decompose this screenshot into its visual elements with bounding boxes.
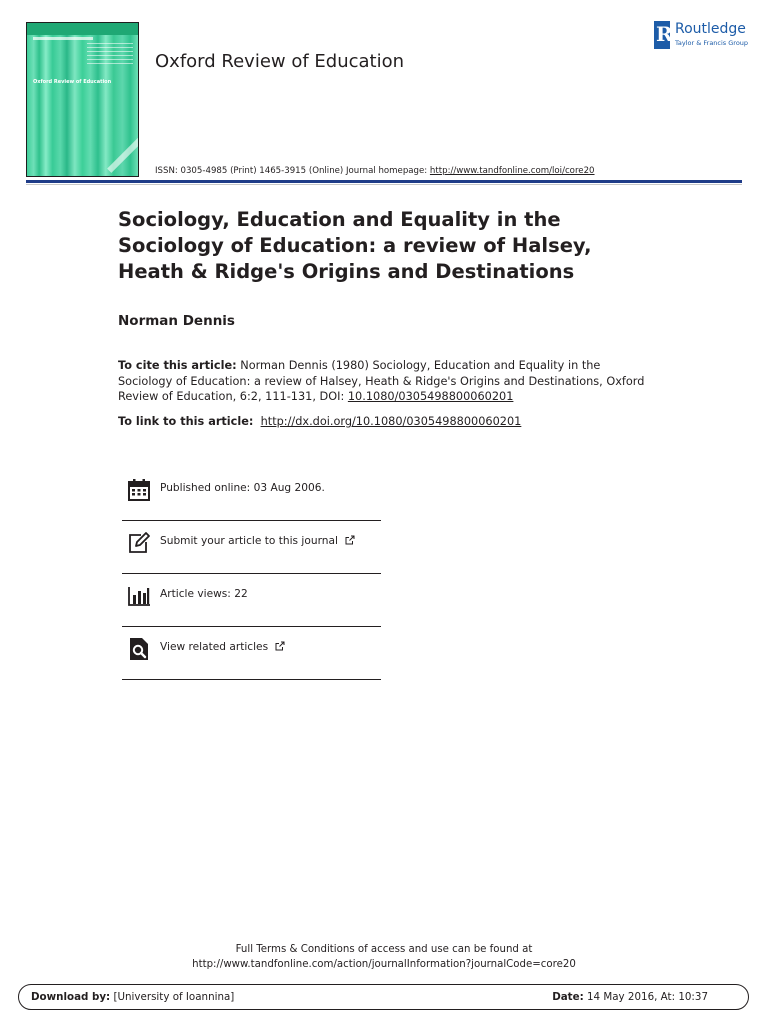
submit-article-link[interactable] [160, 535, 355, 547]
published-date-text: Published online: 03 Aug 2006. [160, 482, 325, 494]
publisher-tagline: Taylor & Francis Group [675, 39, 749, 47]
download-info-bar [18, 984, 749, 1010]
edit-icon [127, 531, 151, 555]
related-articles-label: View related articles [160, 641, 269, 653]
download-date-label: Date: [552, 991, 584, 1003]
issn-text: ISSN: 0305-4985 (Print) 1465-3915 (Online) Journal homepage: [155, 166, 430, 176]
routledge-logo-icon: R [654, 21, 670, 49]
bar-chart-icon [127, 584, 151, 608]
article-link-line [118, 415, 521, 428]
download-date-value: 14 May 2016, At: 10:37 [583, 991, 708, 1003]
journal-cover-image [26, 22, 139, 177]
terms-link[interactable]: http://www.tandfonline.com/action/journalInformation?journalCode=core20 [192, 959, 576, 970]
related-articles-link[interactable] [160, 641, 285, 653]
document-search-icon [127, 637, 151, 661]
external-link-icon [275, 641, 285, 651]
publisher-name: Routledge [675, 21, 746, 37]
download-by-value: [University of Ioannina] [110, 991, 235, 1003]
external-link-icon [345, 535, 355, 545]
publisher-logo [654, 21, 754, 51]
issn-line [155, 166, 595, 176]
article-views-row [122, 574, 381, 627]
journal-homepage-link[interactable]: http://www.tandfonline.com/loi/core20 [429, 166, 595, 176]
published-row [122, 468, 381, 521]
terms-line-1: Full Terms & Conditions of access and use can be found at [235, 944, 533, 955]
calendar-icon [127, 478, 151, 502]
download-date [552, 991, 708, 1003]
cite-text: Norman Dennis (1980) Sociology, Education and Equality in the Sociology of Education: a review of Halsey, Heath & Ridge's Origins and Destinations, Oxford Review of Education, 6:2, 111-131, DOI: [118, 359, 645, 404]
download-by [31, 991, 234, 1003]
cover-stripe [33, 37, 93, 40]
header-divider [26, 180, 742, 183]
cover-text-lines [87, 43, 133, 67]
article-views-text: Article views: 22 [160, 588, 248, 600]
cite-label: To cite this article: [118, 359, 237, 372]
submit-article-row[interactable] [122, 521, 381, 574]
cover-diagonal-band [107, 119, 139, 173]
article-author: Norman Dennis [118, 313, 235, 329]
cover-title: Oxford Review of Education [33, 79, 112, 85]
related-articles-row[interactable] [122, 627, 381, 680]
download-by-label: Download by: [31, 991, 111, 1003]
journal-title[interactable]: Oxford Review of Education [155, 51, 405, 72]
submit-article-label: Submit your article to this journal [160, 535, 338, 547]
terms-notice [0, 942, 768, 972]
cover-top-band [27, 23, 138, 35]
article-permalink[interactable]: http://dx.doi.org/10.1080/0305498800060201 [260, 415, 522, 428]
link-label: To link to this article: [118, 415, 254, 428]
article-title: Sociology, Education and Equality in the Sociology of Education: a review of Halsey, Heath & Ridge's Origins and Destinations [118, 208, 592, 283]
header-divider-shadow [26, 184, 742, 185]
citation-block [118, 358, 646, 405]
article-info-panel [122, 468, 381, 680]
doi-link[interactable]: 10.1080/0305498800060201 [347, 390, 514, 404]
